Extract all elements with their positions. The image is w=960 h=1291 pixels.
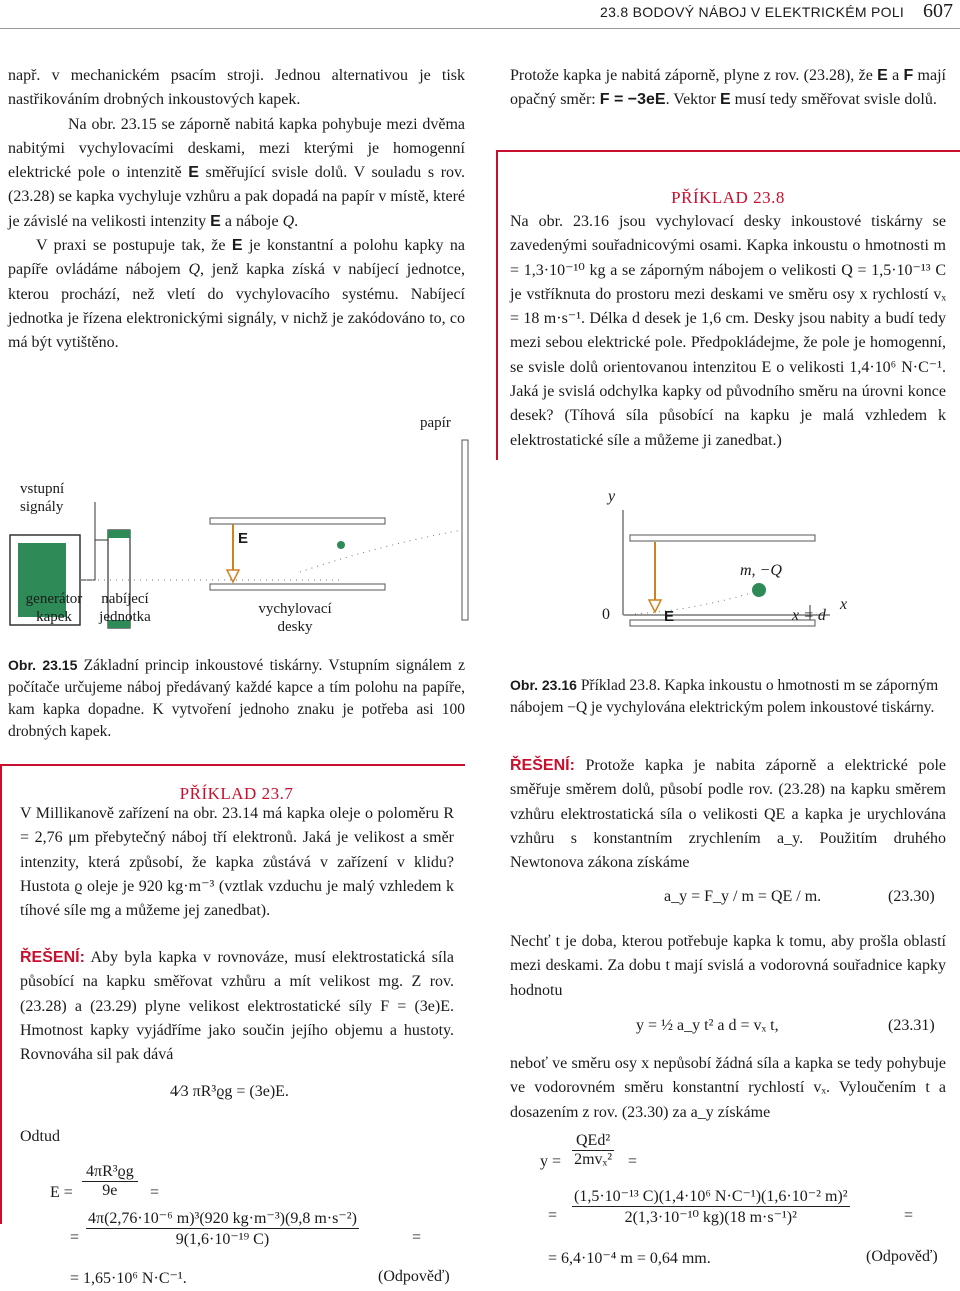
lower-deflection-plate [210, 584, 385, 590]
label-xd: x = d [792, 607, 826, 624]
section-title: 23.8 BODOVÝ NÁBOJ V ELEKTRICKÉM POLI [600, 4, 905, 20]
example-23-7-eq1: 4⁄3 πR³ϱg = (3e)E. [170, 1083, 289, 1100]
example-23-8-solution: ŘEŠENÍ: Protože kapka je nabita záporně a elektrické pole směřuje směrem dolů, působí podle rov. (23.28) na kapku směrem vzhůru elektrostatická síla o velikosti QE a kapka je urychlována vzhůru s konstantním zrychlením a_y. Použitím druhého Newtonova zákona získáme [510, 757, 946, 872]
right-column-intro: Protože kapka je nabitá záporně, plyne z rov. (23.28), že E a F mají opačný směr: F = −3eE. Vektor E musí tedy směřovat svisle dolů. [510, 67, 946, 109]
eq-23-31-number: (23.31) [888, 1017, 935, 1034]
label-paper: papír [420, 415, 451, 431]
figure-23-15-caption: Obr. 23.15 Základní princip inkoustové tiskárny. Vstupním signálem z počítače určujeme náboj předávaný každé kapce a tím polohu na papíře, kam kapka dopadne. K vytvoření jednoho znaku je potřeba asi 100 drobných kapek. [8, 657, 465, 740]
eqE-frac2: 4π(2,76·10⁻⁶ m)³(920 kg·m⁻³)(9,8 m·s⁻²) 9(1,6·10⁻¹⁹ C) [88, 1210, 357, 1248]
paragraph-1: např. v mechanickém psacím stroji. Jednou alternativou je tisk nastřikováním drobných inkoustových kapek. [8, 67, 465, 109]
ink-drop [337, 541, 345, 549]
lower-plate [630, 620, 815, 626]
left-column-text [8, 64, 465, 356]
eq-23-30: a_y = F_y / m = QE / m. [664, 888, 822, 905]
example-23-7-title: PŘÍKLAD 23.7 [179, 784, 294, 803]
eqE-lhs: E = [50, 1184, 73, 1201]
paper-sheet [462, 440, 468, 620]
upper-plate [630, 535, 815, 541]
header-rule [0, 28, 960, 29]
eqy-frac2: (1,5·10⁻¹³ C)(1,4·10⁶ N·C⁻¹)(1,6·10⁻² m)² 2(1,3·10⁻¹⁰ kg)(18 m·s⁻¹)² [574, 1188, 848, 1226]
figure-23-16 [500, 480, 960, 650]
label-charging-unit: nabíjecí jednotka [99, 591, 151, 625]
example-23-8-p3: neboť ve směru osy x nepůsobí žádná síla a kapka se tedy pohybuje ve vodorovném směru konstantní rychlostí vₓ. Vyloučením t a dosazením z rov. (23.30) za a_y získáme [510, 1055, 946, 1121]
example-23-7-odtud: Odtud [20, 1128, 60, 1145]
eqy-frac1: QEd² 2mvₓ² [572, 1132, 614, 1169]
example-23-8-text: Na obr. 23.16 jsou vychylovací desky inkoustové tiskárny se zavedenými souřadnicovými osami. Kapka inkoustu o hmotnosti m = 1,3·10⁻¹⁰ kg a se záporným nábojem o velikosti Q = 1,5·10⁻¹³ C je vstříknuta do prostoru mezi deskami ve směru osy x rychlostí vₓ = 18 m·s⁻¹. Délka d desek je 1,6 cm. Desky jsou nabity a budí tedy mezi sebou elektrické pole. Předpokládejme, že pole je homogenní, se svisle dolů orientovanou intenzitou E o velikosti 1,4·10⁶ N·C⁻¹. Jaká je svislá odchylka kapky od původního směru na úrovni konce desek? (Tíhová síla působící na kapku je malá vzhledem k elektrostatické síle a můžeme ji zanedbat.) [510, 213, 946, 449]
eq-23-31: y = ½ a_y t² a d = vₓ t, [636, 1017, 779, 1034]
drop-path [623, 590, 760, 615]
label-x: x [840, 596, 848, 613]
paragraph-2: Na obr. 23.15 se záporně nabitá kapka pohybuje mezi dvěma nabitými vychylovacími deskami, mezi kterými je homogenní elektrické pole o intenzitě E směřující svisle dolů. V souladu s rov. (23.28) se kapka vychyluje vzhůru a pak dopadá na papír v místě, které je závislé na velikosti intenzity E a náboje Q. [8, 115, 466, 230]
example-23-7-text: V Millikanově zařízení na obr. 23.14 má kapka oleje o poloměru R = 2,76 μm přebytečný náboj tří elektronů. Jaká je velikost a směr intenzity, která způsobí, že kapka zůstává v zařízení v klidu? Hustota ϱ oleje je 920 kg·m⁻³ (vztlak vzduchu je malý vzhledem k tíhové síle mg a můžeme jej zanedbat). [20, 805, 454, 920]
label-input-signals: vstupní signály [20, 481, 65, 515]
label-E: E [664, 608, 675, 625]
example-23-8-left-rule [496, 150, 498, 460]
label-mQ: m, −Q [740, 562, 782, 579]
eqE-frac1: 4πR³ϱg 9e [82, 1163, 138, 1200]
upper-deflection-plate [210, 518, 385, 524]
label-plates: vychylovací desky [258, 601, 332, 635]
running-header [600, 4, 904, 20]
page-number: 607 [923, 0, 953, 22]
label-zero: 0 [602, 606, 610, 623]
example-23-7-answer: (Odpověď) [378, 1268, 450, 1285]
example-23-8-title: PŘÍKLAD 23.8 [671, 188, 785, 207]
example-23-7-solution: ŘEŠENÍ: Aby byla kapka v rovnováze, musí elektrostatická síla působící na kapku směřovat vzhůru a mít velikost mg. Z rov. (23.28) a (23.29) plyne velikost elektrostatické síly F = (3e)E. Hmotnost kapky vyjádříme jako součin jejího objemu a hustoty. Rovnováha sil pak dává [20, 949, 454, 1064]
ink-drop [752, 583, 766, 597]
example-23-8-p2: Nechť t je doba, kterou potřebuje kapka k tomu, aby prošla oblastí mezi deskami. Za dobu t mají svislá a vodorovná souřadnice kapky hodnotu [510, 933, 946, 999]
figure-23-16-caption: Obr. 23.16 Příklad 23.8. Kapka inkoustu o hmotnosti m se záporným nábojem −Q je vychylována elektrickým polem inkoustové tiskárny. [510, 677, 939, 716]
example-23-7-left-rule [0, 764, 2, 1224]
example-23-8-answer: (Odpověď) [866, 1248, 938, 1265]
example-23-7-top-rule [0, 764, 465, 766]
example-23-8-top-rule [496, 150, 960, 152]
eqy-result: = 6,4·10⁻⁴ m = 0,64 mm. [548, 1250, 711, 1267]
label-y: y [608, 488, 616, 505]
eqE-result: = 1,65·10⁶ N·C⁻¹. [70, 1270, 187, 1287]
paragraph-3: V praxi se postupuje tak, že E je konstantní a polohu kapky na papíře ovládáme nábojem Q, jenž kapka získá v nabíjecí jednotce, kterou prochází, než vletí do vychylovacího systému. Nabíjecí jednotka je řízena elektronickými signály, v nichž je zakódováno to, co má být vytištěno. [8, 237, 465, 352]
eq-23-30-number: (23.30) [888, 888, 935, 905]
label-generator: generátor kapek [25, 591, 83, 625]
label-E-field: E [238, 530, 249, 547]
